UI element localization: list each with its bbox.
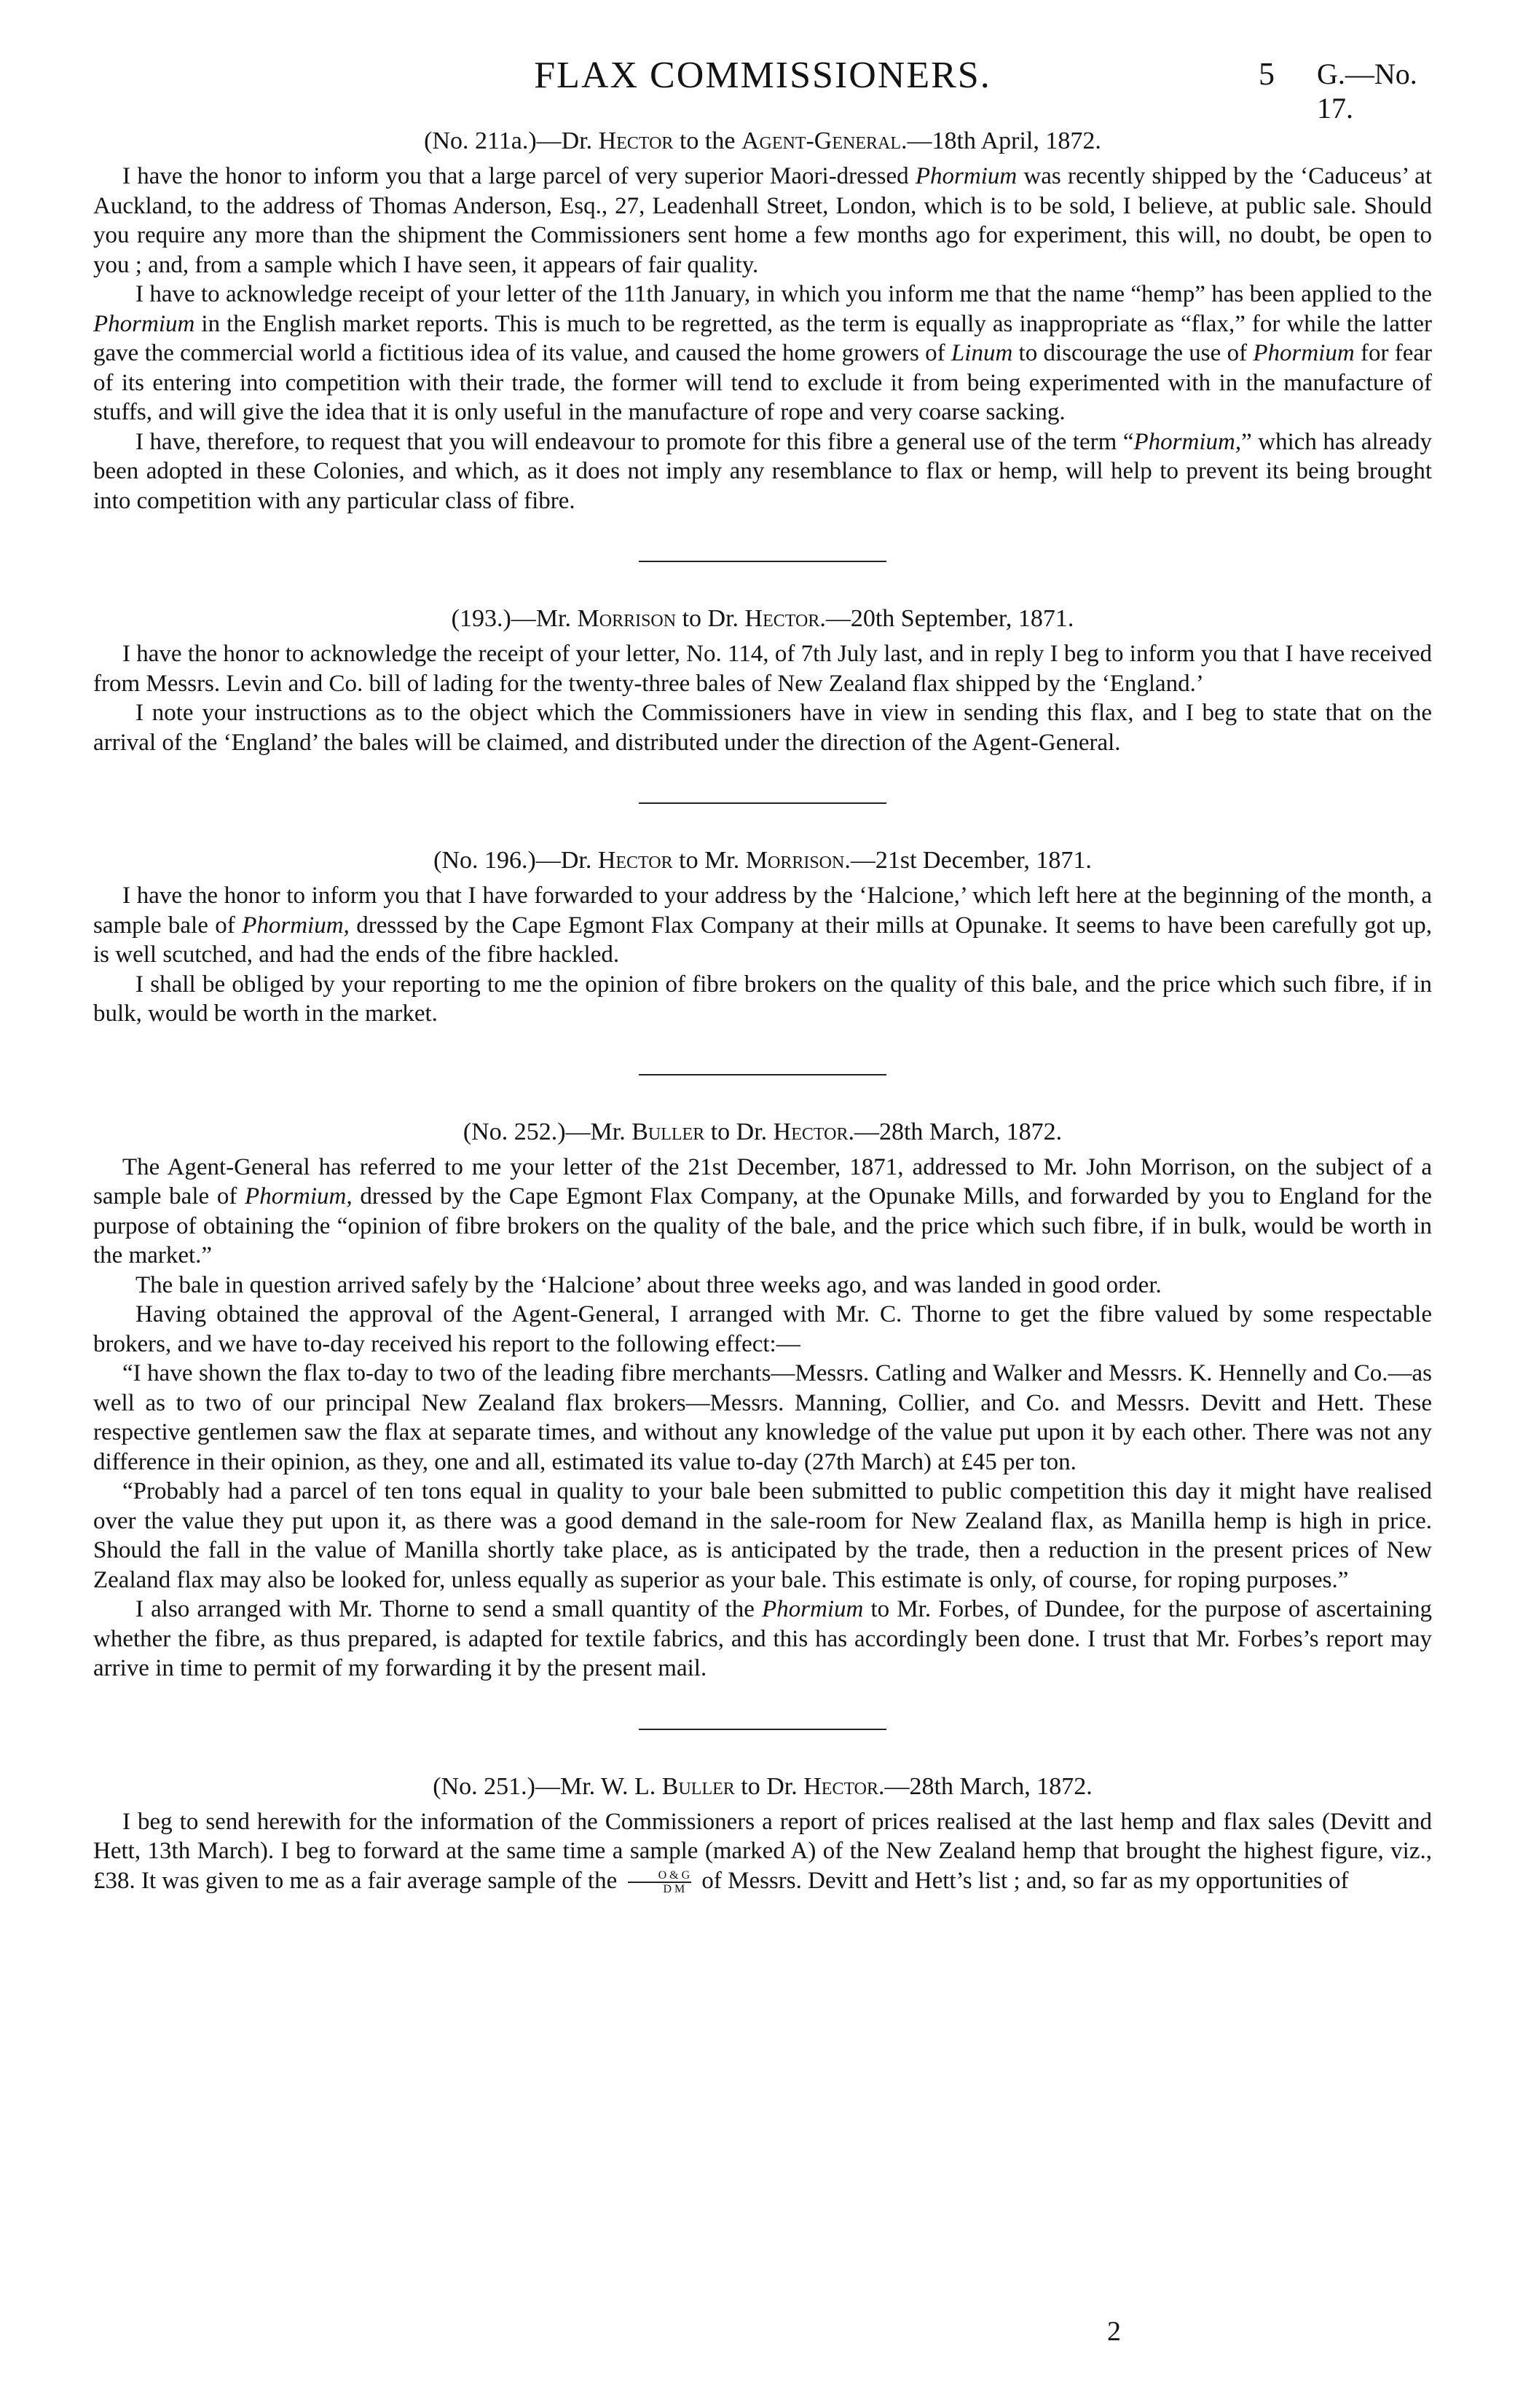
section-divider xyxy=(639,1074,886,1075)
paragraph: I also arranged with Mr. Thorne to send a small quantity of the Phormium to Mr. Forbes, of Dundee, for the purpose of ascertaining whether the fibre, as thus prepared, is adapted for textile fabrics, and this has accordingly been done. I trust that Mr. Forbes’s report may arrive in time to permit of my forwarding it by the present mail. xyxy=(93,1596,1433,1681)
letter-heading: (No. 211a.)—Dr. Hector to the Agent-General.—18th April, 1872. xyxy=(424,127,1101,154)
paragraph: I beg to send herewith for the information of the Commissioners a report of prices realised at the last hemp and flax sales (Devitt and Hett, 13th March). I beg to forward at the same time a sample (marked A) of the New Zealand hemp that brought the highest figure, viz., £38. It was given to me as a fair average sample of the $\frac{O \& G}{\text{D M}}$ of Messrs. Devitt and Hett’s list ; and, so far as my opportunities of xyxy=(93,1808,1432,1895)
letter-252 xyxy=(93,1116,1432,1683)
paragraph: The bale in question arrived safely by the ‘Halcione’ about three weeks ago, and was landed in good order. xyxy=(135,1271,1162,1298)
letter-251 xyxy=(93,1771,1432,1896)
page-header xyxy=(93,38,1432,125)
paragraph: I note your instructions as to the object which the Commissioners have in view in sending this flax, and I beg to state that on the arrival of the ‘England’ the bales will be claimed, and distributed under the direction of the Agent-General. xyxy=(93,700,1432,756)
letter-193 xyxy=(93,603,1432,757)
letter-heading: (No. 251.)—Mr. W. L. Buller to Dr. Hector.—28th March, 1872. xyxy=(433,1772,1093,1800)
page-number: 5 xyxy=(1259,56,1275,92)
paragraph: I have the honor to inform you that I have forwarded to your address by the ‘Halcione,’ which left here at the beginning of the month, a sample bale of Phormium, dresssed by the Cape Egmont Flax Company at their mills at Opunake. It seems to have been carefully got up, is well scutched, and had the ends of the fibre hackled. xyxy=(93,883,1432,968)
signature-mark: 2 xyxy=(1107,2316,1121,2347)
quoted-paragraph: “Probably had a parcel of ten tons equal in quality to your bale been submitted to public competition this day it might have realised over the value they put upon it, as there was a good demand in the sale-room for New Zealand flax, as Manilla hemp is high in price. Should the fall in the value of Manilla shortly take place, as is anticipated by the trade, then a reduction in the present prices of New Zealand flax may also be looked for, unless equally as superior as your bale. This estimate is only, of course, for roping purposes.” xyxy=(93,1478,1432,1593)
letter-196 xyxy=(93,845,1432,1029)
document-reference: G.—No. 17. xyxy=(1317,58,1417,125)
letter-heading: (No. 196.)—Dr. Hector to Mr. Morrison.—21st December, 1871. xyxy=(433,847,1092,874)
paragraph: The Agent-General has referred to me your letter of the 21st December, 1871, addressed to Mr. John Morrison, on the subject of a sample bale of Phormium, dressed by the Cape Egmont Flax Company, at the Opunake Mills, and forwarded by you to England for the purpose of obtaining the “opinion of fibre brokers on the quality of the bale, and the price which such fibre, if in bulk, would be worth in the market.” xyxy=(93,1153,1432,1268)
paragraph: I shall be obliged by your reporting to me the opinion of fibre brokers on the quality of this bale, and the price which such fibre, if in bulk, would be worth in the market. xyxy=(93,971,1432,1027)
letter-heading: (193.)—Mr. Morrison to Dr. Hector.—20th September, 1871. xyxy=(451,605,1074,632)
document-page xyxy=(93,38,1432,2390)
section-divider xyxy=(639,802,886,804)
section-divider xyxy=(639,1729,886,1730)
quoted-paragraph: “I have shown the flax to-day to two of the leading fibre merchants—Messrs. Catling and Walker and Messrs. K. Hennelly and Co.—as well as to two of our principal New Zealand flax brokers—Messrs. Manning, Collier, and Co. and Messrs. Devitt and Hett. These respective gentlemen saw the flax at separate times, and without any knowledge of the value put upon it by each other. There was not any difference in their opinion, as they, one and all, estimated its value to-day (27th March) at £45 per ton. xyxy=(93,1360,1432,1475)
paragraph: Having obtained the approval of the Agent-General, I arranged with Mr. C. Thorne to get the fibre valued by some respectable brokers, and we have to-day received his report to the following effect:— xyxy=(93,1301,1432,1357)
letter-211a xyxy=(93,125,1432,516)
paragraph: I have to acknowledge receipt of your letter of the 11th January, in which you inform me that the name “hemp” has been applied to the Phormium in the English market reports. This is much to be regretted, as the term is equally as inappropriate as “flax,” for while the latter gave the commercial world a fictitious idea of its value, and caused the home growers of Linum to discourage the use of Phormium for fear of its entering into competition with their trade, the former will tend to exclude it from being experimented with in the manufacture of stuffs, and will give the idea that it is only useful in the manufacture of rope and very coarse sacking. xyxy=(93,281,1432,425)
paragraph: I have the honor to acknowledge the receipt of your letter, No. 114, of 7th July last, and in reply I beg to inform you that I have received from Messrs. Levin and Co. bill of lading for the twenty-three bales of New Zealand flax shipped by the ‘England.’ xyxy=(93,641,1432,697)
paragraph: I have the honor to inform you that a large parcel of very superior Maori-dressed Phormium was recently shipped by the ‘Caduceus’ at Auckland, to the address of Thomas Anderson, Esq., 27, Leadenhall Street, London, which is to be sold, I believe, at public sale. Should you require any more than the shipment the Commissioners sent home a few months ago for experiment, this will, no doubt, be open to you ; and, from a sample which I have seen, it appears of fair quality. xyxy=(93,163,1433,278)
list-fraction: $\frac{O \& G}{\text{D M}}$ xyxy=(628,1869,692,1895)
paragraph: I have, therefore, to request that you will endeavour to promote for this fibre a general use of the term “Phormium,” which has already been adopted in these Colonies, and which, as it does not imply any resemblance to flax or hemp, will help to prevent its being brought into competition with any particular class of fibre. xyxy=(93,428,1433,514)
letter-heading: (No. 252.)—Mr. Buller to Dr. Hector.—28th March, 1872. xyxy=(463,1118,1063,1145)
page-title: FLAX COMMISSIONERS. xyxy=(534,55,991,96)
section-divider xyxy=(639,561,886,562)
